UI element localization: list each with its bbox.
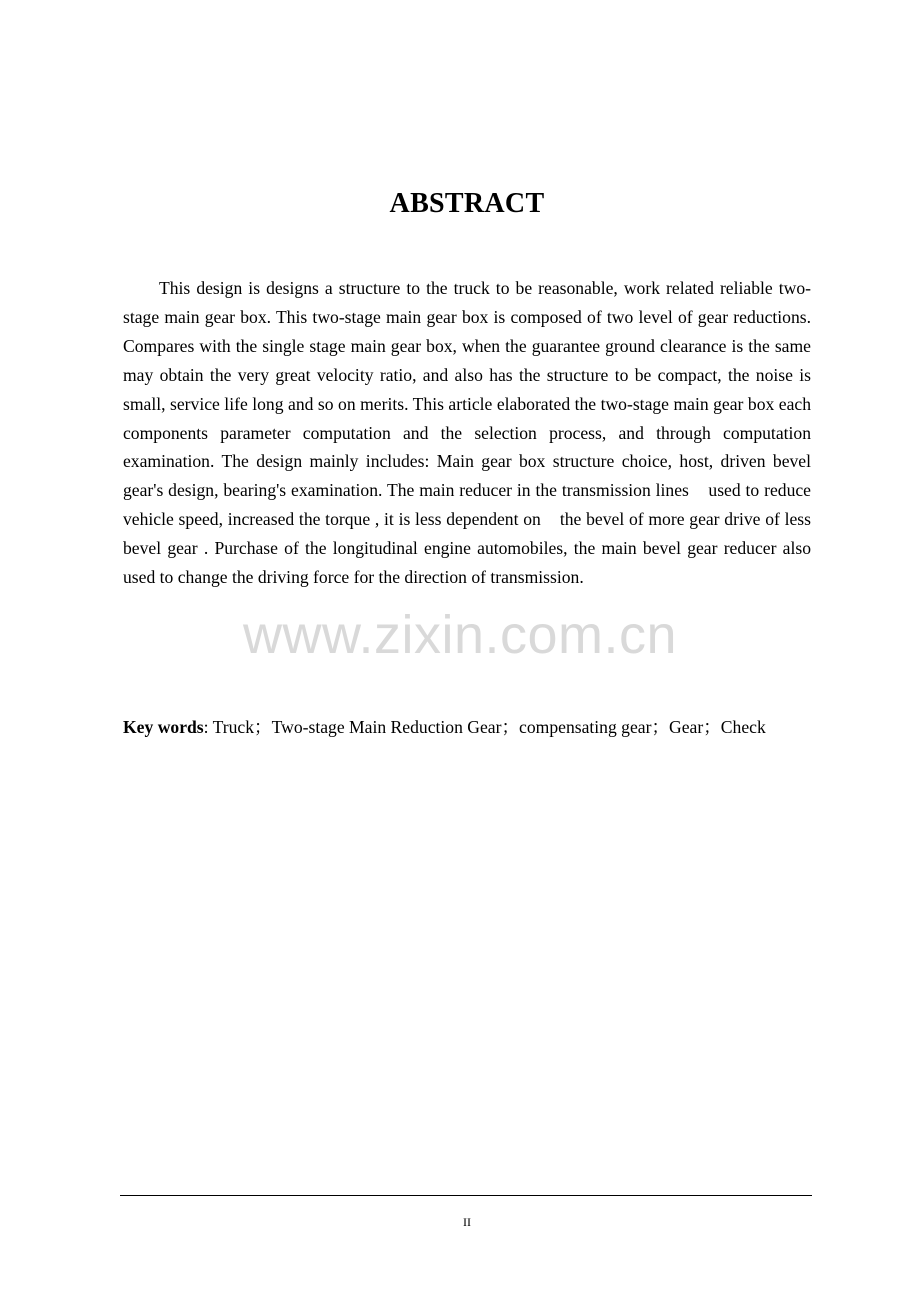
keywords-label: Key words xyxy=(123,717,204,737)
page-number: II xyxy=(463,1215,471,1229)
watermark: www.zixin.com.cn xyxy=(242,605,678,665)
abstract-title: ABSTRACT xyxy=(389,188,545,219)
keywords-text: : Truck；Two-stage Main Reduction Gear；compensating gear；Gear；Check xyxy=(203,717,766,737)
footer-divider xyxy=(120,1195,812,1196)
keywords-line xyxy=(123,714,823,740)
abstract-body-paragraph: This design is designs a structure to the truck to be reasonable, work related reliable two-stage main gear box. This two-stage main gear box is composed of two level of gear reductions. Compares with the single stage main gear box, when the guarantee ground clearance is the same may obtain the very great velocity ratio, and also has the structure to be compact, the noise is small, service life long and so on merits. This article elaborated the two-stage main gear box each components parameter computation and the selection process, and through computation examination. The design mainly includes: Main gear box structure choice, host, driven bevel gear's design, bearing's examination. The main reducer in the transmission lines used to reduce vehicle speed, increased the torque , it is less dependent on the bevel of more gear drive of less bevel gear . Purchase of the longitudinal engine automobiles, the main bevel gear reducer also used to change the driving force for the direction of transmission. xyxy=(123,278,811,588)
